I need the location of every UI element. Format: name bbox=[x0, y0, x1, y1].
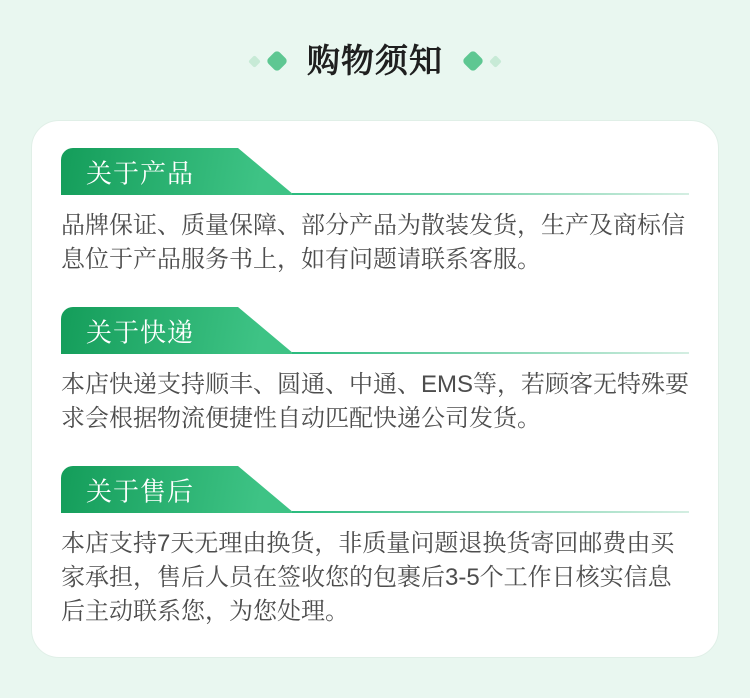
section-heading: 关于产品 bbox=[86, 158, 195, 188]
section-heading: 关于快递 bbox=[86, 317, 195, 347]
notice-card bbox=[31, 120, 719, 658]
section-about-product bbox=[61, 148, 689, 277]
section-banner bbox=[61, 307, 689, 354]
section-banner bbox=[61, 466, 689, 513]
section-underline bbox=[292, 352, 689, 354]
section-heading: 关于售后 bbox=[86, 476, 195, 506]
diamond-icon bbox=[462, 50, 485, 73]
section-body-text: 本店快递支持顺丰、圆通、中通、EMS等，若顾客无特殊要求会根据物流便捷性自动匹配快递公司发货。 bbox=[61, 371, 690, 432]
section-underline bbox=[292, 511, 689, 513]
diamond-icon bbox=[248, 55, 261, 68]
section-body-text: 本店支持7天无理由换货，非质量问题退换货寄回邮费由买家承担，售后人员在签收您的包裹后3-5个工作日核实信息后主动联系您，为您处理。 bbox=[61, 530, 675, 625]
section-about-aftersales bbox=[61, 466, 689, 629]
section-body-text: 品牌保证、质量保障、部分产品为散装发货，生产及商标信息位于产品服务书上，如有问题请联系客服。 bbox=[61, 212, 685, 273]
page-header bbox=[0, 42, 750, 80]
page-title: 购物须知 bbox=[307, 42, 443, 79]
section-underline bbox=[292, 193, 689, 195]
section-banner bbox=[61, 148, 689, 195]
diamond-icon bbox=[266, 50, 289, 73]
diamond-icon bbox=[489, 55, 502, 68]
section-about-shipping bbox=[61, 307, 689, 436]
